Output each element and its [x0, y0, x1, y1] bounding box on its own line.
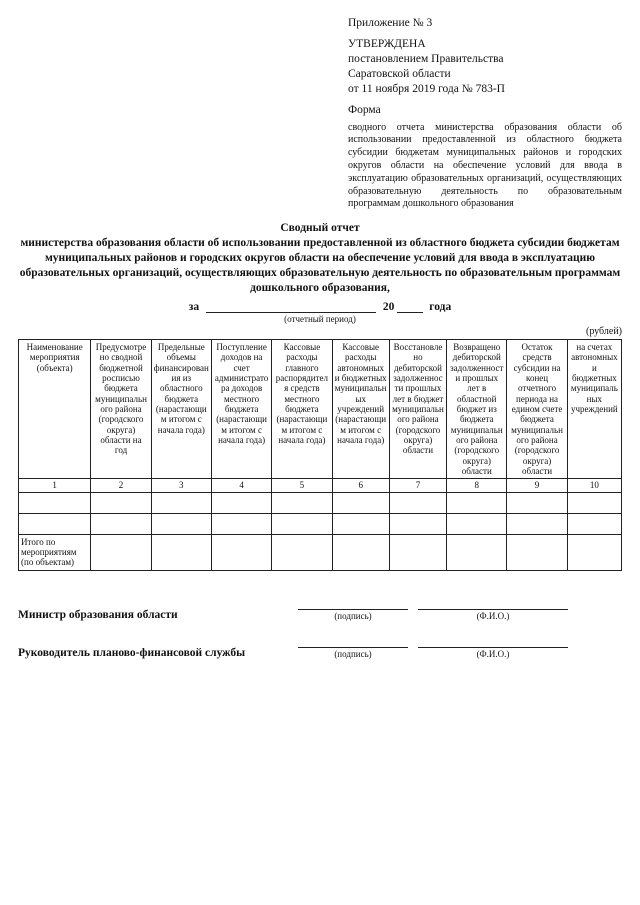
appendix-number: Приложение № 3 — [348, 17, 433, 29]
report-title-subject: министерства образования области об использовании предоставленной из областного бюджета субсидии бюджетам муниципальных районов и городских округов области на обеспечение условий для ввода в эксплуатацию образовательных организаций, осуществляющих образовательную деятельность по образовательным программам дошкольного образования, — [19, 237, 621, 294]
column-number: 7 — [389, 479, 446, 492]
table-cell — [211, 513, 271, 534]
signature-field — [298, 635, 408, 659]
table-cell — [389, 492, 446, 513]
period-year-prefix: 20 — [382, 300, 395, 313]
table-cell — [272, 513, 332, 534]
column-number: 3 — [151, 479, 211, 492]
column-number: 8 — [447, 479, 507, 492]
column-number: 4 — [211, 479, 271, 492]
year-blank — [397, 300, 423, 313]
signature-field — [298, 597, 408, 621]
column-header: Предельные объемы финансирования из областного бюджета (нарастающим итогом с начала года) — [151, 339, 211, 478]
column-header: Поступление доходов на счет администратора доходов местного бюджета (нарастающим итогом с начала года) — [211, 339, 271, 478]
approval-line-3: от 11 ноября 2019 года № 783-П — [348, 82, 505, 95]
column-header: Наименование мероприятия (объекта) — [19, 339, 91, 478]
column-header: Возвращено дебиторской задолженности прошлых лет в областной бюджет из бюджета муниципального района (городского округа) области — [447, 339, 507, 478]
column-number: 5 — [272, 479, 332, 492]
table-cell — [447, 534, 507, 570]
column-header: на счетах автономных и бюджетных муниципальных учреждений — [567, 339, 621, 478]
table-cell — [91, 513, 151, 534]
column-number: 10 — [567, 479, 621, 492]
table-cell — [507, 513, 567, 534]
column-number: 2 — [91, 479, 151, 492]
report-table — [18, 339, 622, 571]
column-number-row — [19, 479, 622, 492]
form-label: Форма — [348, 103, 381, 116]
table-cell — [447, 513, 507, 534]
name-field — [418, 597, 568, 621]
table-cell — [332, 513, 389, 534]
table-cell — [211, 534, 271, 570]
column-header: Предусмотрено сводной бюджетной росписью бюджета муниципального района (городского округа) области на год — [91, 339, 151, 478]
column-header: Остаток средств субсидии на конец отчетного периода на едином счете бюджета муниципального района (городского округа) области — [507, 339, 567, 478]
signature-line — [298, 597, 408, 610]
table-cell — [19, 492, 91, 513]
approval-line-2: Саратовской области — [348, 67, 451, 80]
table-cell — [332, 534, 389, 570]
reporting-period — [18, 300, 622, 313]
total-label: Итого по мероприятиям (по объектам) — [19, 534, 91, 570]
name-field — [418, 635, 568, 659]
table-cell — [507, 492, 567, 513]
report-title-main: Сводный отчет — [280, 222, 360, 235]
table-cell — [567, 492, 621, 513]
table-cell — [151, 513, 211, 534]
table-cell — [567, 513, 621, 534]
name-line — [418, 635, 568, 648]
signature-caption: (подпись) — [334, 648, 372, 659]
column-header: Восстановлено дебиторской задолженности прошлых лет в бюджет муниципального района (городского округа) области — [389, 339, 446, 478]
table-cell — [151, 492, 211, 513]
signature-block — [18, 597, 622, 659]
table-cell — [272, 492, 332, 513]
signature-line — [298, 635, 408, 648]
table-cell — [91, 492, 151, 513]
table-cell — [19, 513, 91, 534]
total-row — [19, 534, 622, 570]
table-cell — [447, 492, 507, 513]
column-header: Кассовые расходы автономных и бюджетных муниципальных учреждений (нарастающим итогом с начала года) — [332, 339, 389, 478]
approved-stamp: УТВЕРЖДЕНА — [348, 37, 426, 50]
table-cell — [567, 534, 621, 570]
report-title — [18, 221, 622, 296]
name-caption: (Ф.И.О.) — [476, 648, 510, 659]
approval-line-1: постановлением Правительства — [348, 52, 504, 65]
column-header: Кассовые расходы главного распорядителя средств местного бюджета (нарастающим итогом с начала года) — [272, 339, 332, 478]
period-blank — [206, 300, 376, 313]
finance-head-signature-row — [18, 635, 622, 659]
period-caption: (отчетный период) — [284, 313, 356, 324]
table-cell — [507, 534, 567, 570]
table-row — [19, 492, 622, 513]
signature-caption: (подпись) — [334, 610, 372, 621]
table-cell — [91, 534, 151, 570]
form-description: сводного отчета министерства образования области об использовании предоставленной из областного бюджета субсидии бюджетам муниципальных районов и городских округов области на обеспечение условий для ввода в эксплуатацию образовательных организаций, осуществляющих образовательную деятельность по образовательным программам дошкольного образования — [348, 121, 622, 210]
minister-signature-row — [18, 597, 622, 621]
table-cell — [389, 534, 446, 570]
column-number: 9 — [507, 479, 567, 492]
period-year-suffix: года — [429, 300, 452, 313]
name-line — [418, 597, 568, 610]
minister-label: Министр образования области — [18, 608, 178, 621]
table-cell — [389, 513, 446, 534]
column-number: 6 — [332, 479, 389, 492]
units-label: (рублей) — [585, 325, 622, 337]
table-header-row — [19, 339, 622, 478]
table-cell — [151, 534, 211, 570]
finance-head-label: Руководитель планово-финансовой службы — [18, 646, 246, 659]
approval-block — [348, 16, 622, 211]
period-prefix: за — [188, 300, 200, 313]
column-number: 1 — [19, 479, 91, 492]
table-cell — [272, 534, 332, 570]
table-row — [19, 513, 622, 534]
name-caption: (Ф.И.О.) — [476, 610, 510, 621]
table-cell — [211, 492, 271, 513]
table-cell — [332, 492, 389, 513]
